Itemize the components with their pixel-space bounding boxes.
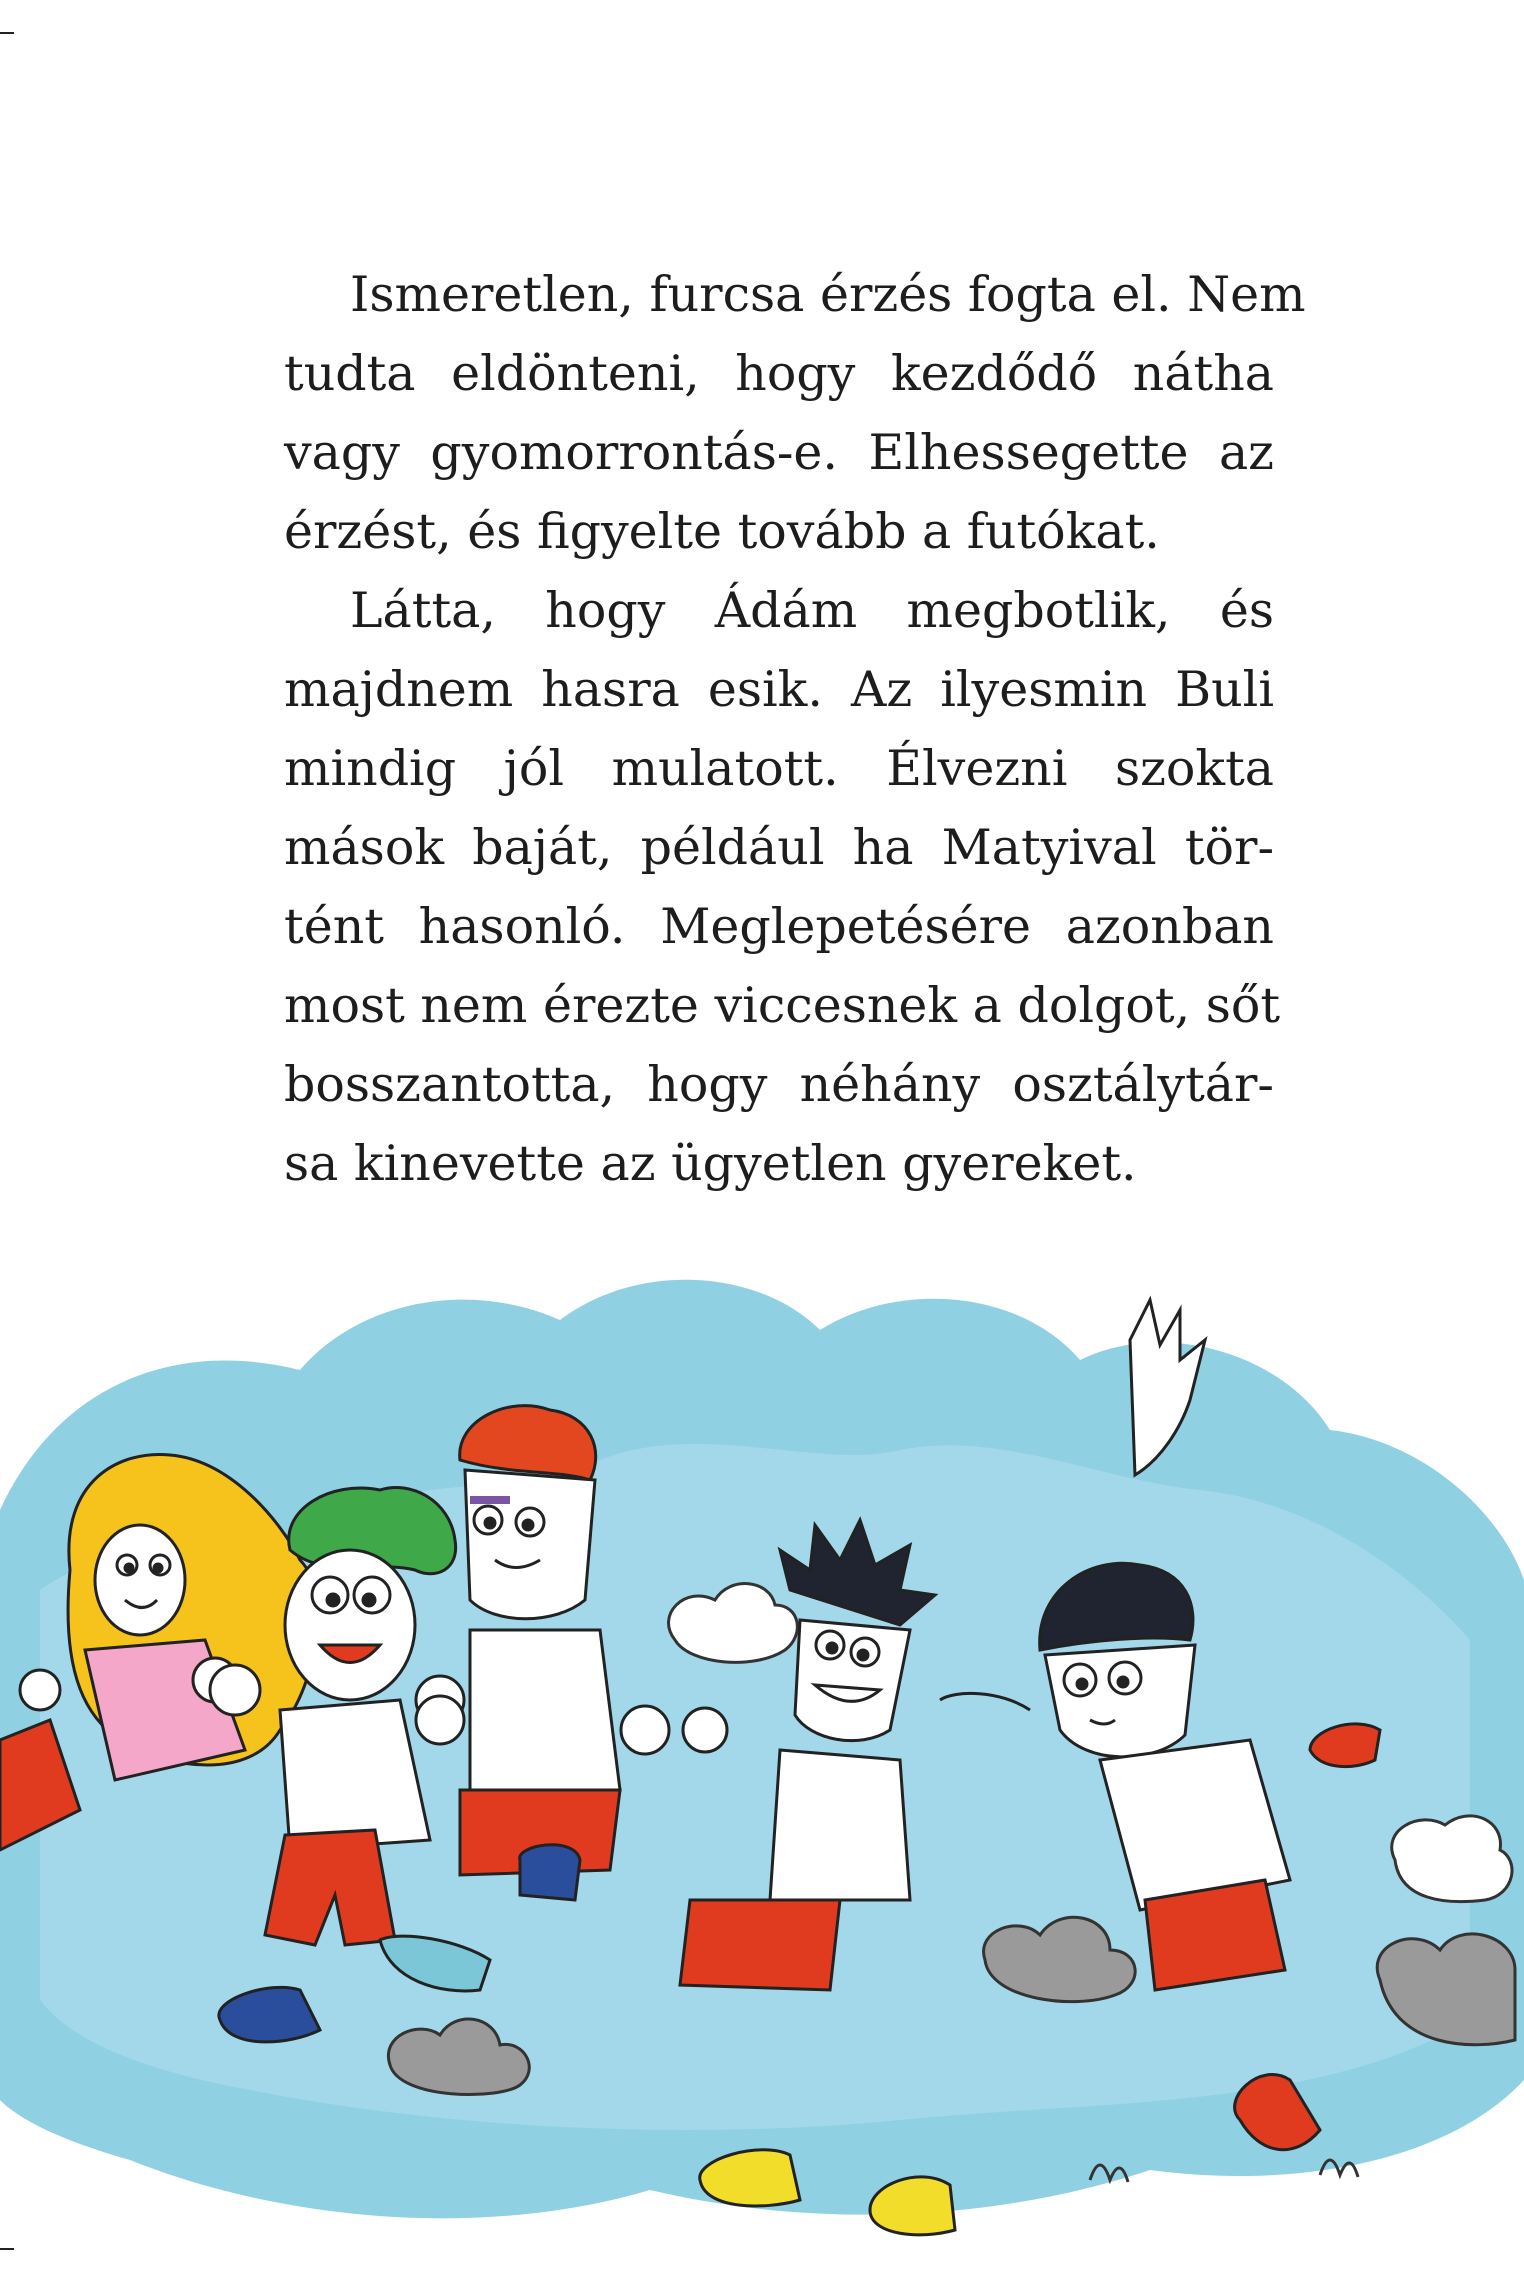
text-line: érzést, és figyelte tovább a futókat. [284,503,1160,560]
running-children-illustration [0,1260,1524,2260]
paragraph-2 [284,571,1281,1203]
illustration-svg [0,1260,1524,2260]
crop-mark-top [0,32,14,34]
text-line: mindig jól mulatott. Élvezni szokta [284,740,1274,797]
text-line: tudta eldönteni, hogy kezdődő nátha [284,345,1274,402]
white-puff [1392,1816,1512,1902]
text-line: Ismeretlen, furcsa érzés fogta el. Nem [350,266,1306,323]
text-line: mások baját, például ha Matyival tör- [284,819,1274,876]
text-line: tént hasonló. Meglepetésére azonban [284,898,1274,955]
paragraph-1 [284,255,1306,571]
text-line: Látta, hogy Ádám megbotlik, és [350,582,1274,639]
text-line: most nem érezte viccesnek a dolgot, sőt [284,977,1281,1034]
text-line: majdnem hasra esik. Az ilyesmin Buli [284,661,1274,718]
text-line: vagy gyomorrontás-e. Elhessegette az [284,424,1274,481]
text-line: bosszantotta, hogy néhány osztálytár- [284,1056,1274,1113]
text-line: sa kinevette az ügyetlen gyereket. [284,1135,1137,1192]
body-text [284,255,1306,1203]
